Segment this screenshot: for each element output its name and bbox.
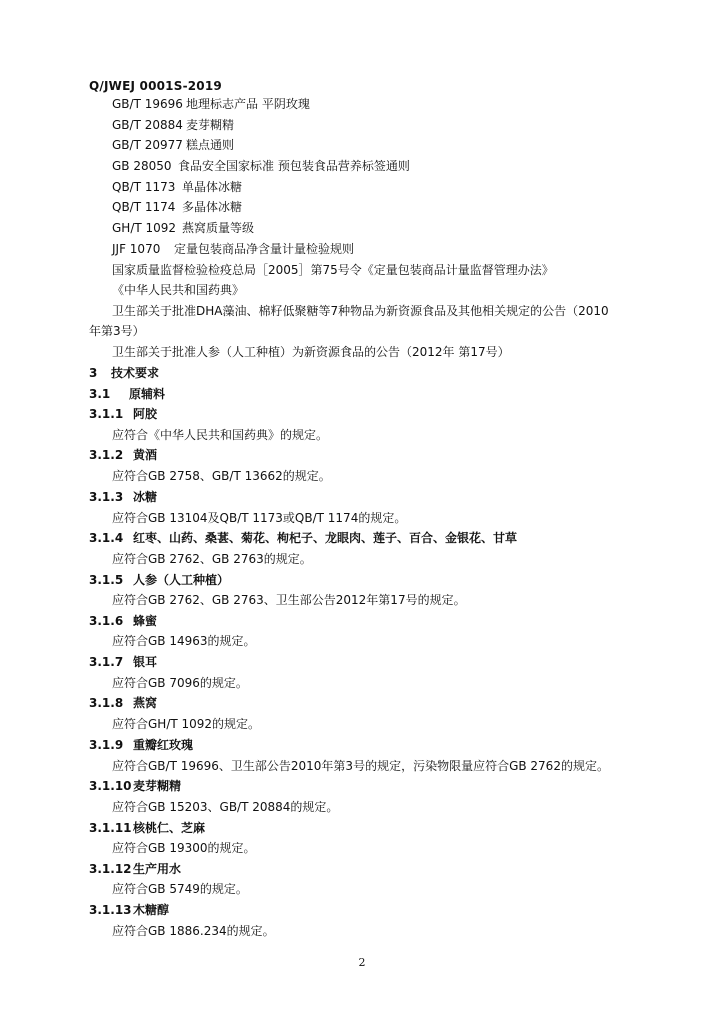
clause-heading (89, 821, 205, 835)
section-heading (89, 366, 159, 380)
reference-pharmacopoeia: 《中华人民共和国药典》 (112, 283, 245, 297)
clause-text: 应符合GB/T 19696、卫生部公告2010年第3号的规定，污染物限量应符合GB 2762的规定。 (112, 759, 609, 773)
clause-heading (89, 655, 157, 669)
reference-code: GB/T 20977 (112, 138, 183, 152)
page-number: 2 (358, 956, 366, 969)
reference-announcement-2010: 卫生部关于批准DHA藻油、棉籽低聚糖等7种物品为新资源食品及其他相关规定的公告（2010 (112, 304, 609, 318)
clause-text: 应符合GH/T 1092的规定。 (112, 717, 261, 731)
clause-title: 燕窝 (133, 696, 158, 710)
clause-heading (89, 531, 517, 545)
clause-title: 人参（人工种植） (133, 573, 230, 587)
clause-text: 应符合GB 2762、GB 2763、卫生部公告2012年第17号的规定。 (112, 593, 466, 607)
clause-heading (89, 779, 181, 793)
reference-item (112, 159, 410, 173)
clause-heading (89, 490, 157, 504)
reference-item (112, 118, 234, 132)
reference-item (112, 180, 242, 194)
clause-text: 应符合GB 5749的规定。 (112, 882, 248, 896)
reference-item (112, 138, 234, 152)
clause-title: 核桃仁、芝麻 (133, 821, 206, 835)
reference-announcement-2010-continued: 年第3号） (89, 324, 145, 338)
clause-number: 3.1.3 (89, 490, 124, 504)
clause-heading (89, 696, 157, 710)
clause-heading (89, 903, 169, 917)
clause-number: 3.1.2 (89, 448, 124, 462)
reference-title: 多晶体冰糖 (182, 200, 243, 214)
clause-text: 应符合GB 1886.234的规定。 (112, 924, 275, 938)
reference-title: 定量包装商品净含量计量检验规则 (174, 242, 355, 256)
clause-title: 重瓣红玫瑰 (133, 738, 194, 752)
clause-number: 3.1.12 (89, 862, 132, 876)
clause-title: 木糖醇 (133, 903, 170, 917)
clause-heading (89, 862, 181, 876)
clause-number: 3.1.13 (89, 903, 132, 917)
clause-title: 蜂蜜 (133, 614, 158, 628)
clause-title: 麦芽糊精 (133, 779, 182, 793)
section-number: 3 (89, 366, 98, 380)
reference-item (112, 242, 354, 256)
reference-code: GB/T 19696 (112, 97, 183, 111)
clause-title: 红枣、山药、桑葚、菊花、枸杞子、龙眼肉、莲子、百合、金银花、甘草 (133, 531, 518, 545)
clause-number: 3.1.8 (89, 696, 124, 710)
reference-regulation: 国家质量监督检验检疫总局［2005］第75号令《定量包装商品计量监督管理办法》 (112, 263, 554, 277)
clause-text: 应符合GB 19300的规定。 (112, 841, 256, 855)
clause-text: 应符合GB 2758、GB/T 13662的规定。 (112, 469, 331, 483)
clause-text: 应符合GB 13104及QB/T 1173或QB/T 1174的规定。 (112, 511, 407, 525)
subsection-number: 3.1 (89, 387, 111, 401)
reference-announcement-2012: 卫生部关于批准人参（人工种植）为新资源食品的公告（2012年 第17号） (112, 345, 510, 359)
reference-code: QB/T 1174 (112, 200, 176, 214)
clause-title: 黄酒 (133, 448, 158, 462)
clause-number: 3.1.7 (89, 655, 124, 669)
reference-item (112, 221, 254, 235)
reference-code: GB 28050 (112, 159, 172, 173)
reference-code: GB/T 20884 (112, 118, 183, 132)
reference-item (112, 200, 242, 214)
clause-title: 冰糖 (133, 490, 158, 504)
clause-number: 3.1.9 (89, 738, 124, 752)
clause-text: 应符合GB 7096的规定。 (112, 676, 248, 690)
clause-heading (89, 738, 193, 752)
document-code: Q/JWEJ 0001S-2019 (89, 79, 222, 93)
clause-number: 3.1.4 (89, 531, 124, 545)
reference-title: 单晶体冰糖 (182, 180, 243, 194)
reference-title: 燕窝质量等级 (182, 221, 255, 235)
subsection-title: 原辅料 (129, 387, 166, 401)
clause-heading (89, 448, 157, 462)
reference-title: 糕点通则 (186, 138, 235, 152)
reference-title: 麦芽糊精 (186, 118, 235, 132)
clause-number: 3.1.11 (89, 821, 132, 835)
clause-number: 3.1.6 (89, 614, 124, 628)
subsection-heading (89, 387, 165, 401)
reference-title: 地理标志产品 平阴玫瑰 (186, 97, 310, 111)
reference-item (112, 97, 310, 111)
reference-code: QB/T 1173 (112, 180, 176, 194)
clause-number: 3.1.1 (89, 407, 124, 421)
clause-text: 应符合GB 15203、GB/T 20884的规定。 (112, 800, 339, 814)
section-title: 技术要求 (111, 366, 160, 380)
clause-title: 阿胶 (133, 407, 158, 421)
clause-heading (89, 407, 157, 421)
clause-text: 应符合GB 14963的规定。 (112, 634, 256, 648)
clause-number: 3.1.5 (89, 573, 124, 587)
reference-title: 食品安全国家标准 预包装食品营养标签通则 (178, 159, 410, 173)
clause-heading (89, 573, 229, 587)
clause-heading (89, 614, 157, 628)
clause-title: 生产用水 (133, 862, 182, 876)
reference-code: GH/T 1092 (112, 221, 177, 235)
clause-text: 应符合GB 2762、GB 2763的规定。 (112, 552, 312, 566)
clause-number: 3.1.10 (89, 779, 132, 793)
reference-code: JJF 1070 (112, 242, 161, 256)
clause-text: 应符合《中华人民共和国药典》的规定。 (112, 428, 329, 442)
clause-title: 银耳 (133, 655, 158, 669)
